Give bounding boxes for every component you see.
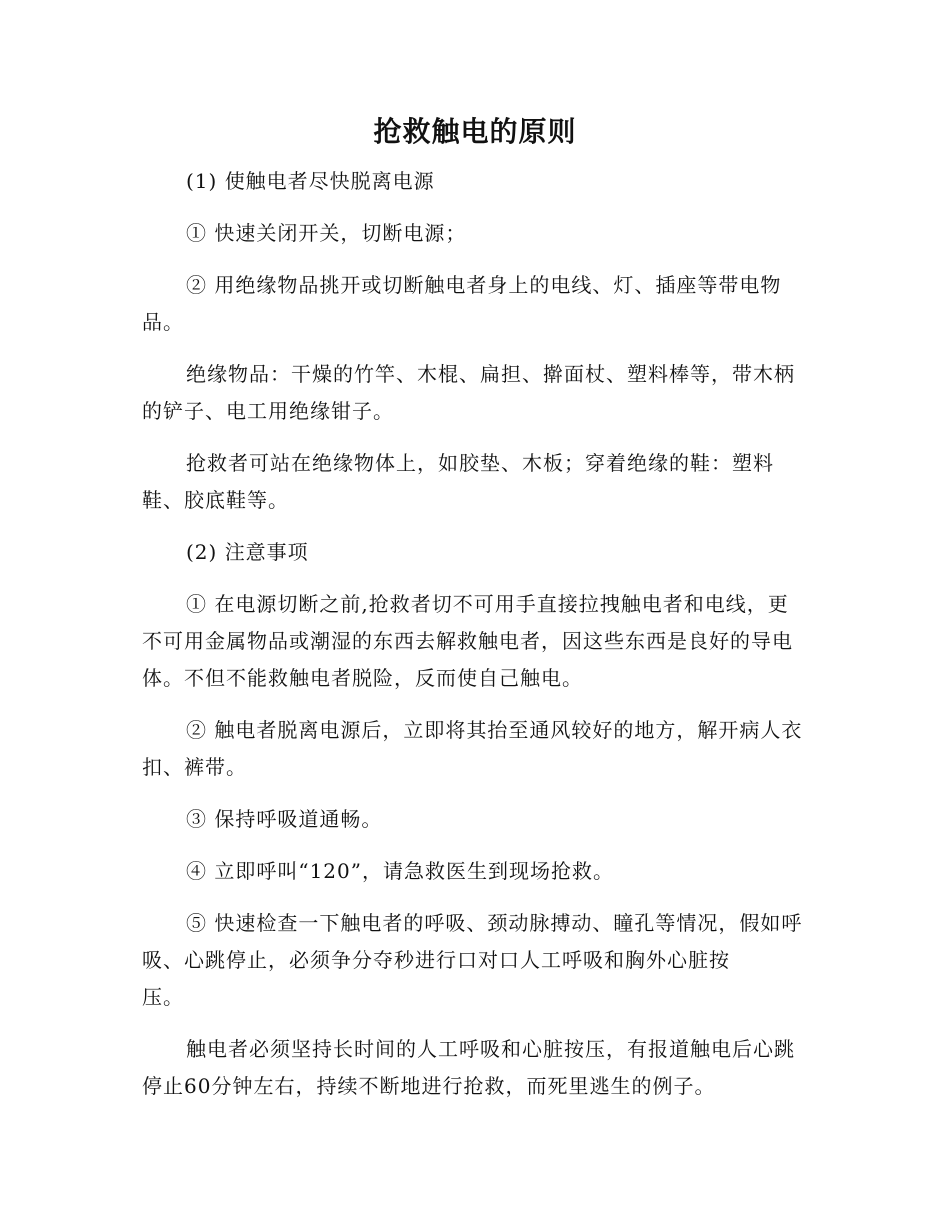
paragraph-rescuer-position: 抢救者可站在绝缘物体上，如胶垫、木板；穿着绝缘的鞋：塑料鞋、胶底鞋等。 bbox=[142, 451, 774, 512]
paragraph-caution-1: ① 在电源切断之前,抢救者切不可用手直接拉拽触电者和电线，更不可用金属物品或潮湿的东西去解救触电者，因这些东西是良好的导电体。不但不能救触电者脱险，反而使自己触电。 bbox=[142, 592, 793, 690]
paragraph-insulating-items: 绝缘物品：干燥的竹竿、木棍、扁担、擀面杖、塑料棒等，带木柄的铲子、电工用绝缘钳子。 bbox=[142, 362, 795, 423]
paragraph-step-1: ① 快速关闭开关，切断电源； bbox=[186, 221, 467, 245]
section-heading-2: (2) 注意事项 bbox=[186, 540, 309, 564]
document-body bbox=[142, 163, 807, 1120]
paragraph-caution-4: ④ 立即呼叫“120”，请急救医生到现场抢救。 bbox=[186, 859, 614, 883]
paragraph-step-2: ② 用绝缘物品挑开或切断触电者身上的电线、灯、插座等带电物品。 bbox=[142, 273, 782, 334]
paragraph-caution-5: ⑤ 快速检查一下触电者的呼吸、颈动脉搏动、瞳孔等情况，假如呼吸、心跳停止，必须争分夺秒进行口对口人工呼吸和胸外心脏按 压。 bbox=[142, 911, 803, 1009]
paragraph-conclusion: 触电者必须坚持长时间的人工呼吸和心脏按压，有报道触电后心跳停止60分钟左右，持续不断地进行抢救，而死里逃生的例子。 bbox=[142, 1037, 795, 1098]
paragraph-caution-3: ③ 保持呼吸道通畅。 bbox=[186, 807, 383, 831]
section-heading-1: (1) 使触电者尽快脱离电源 bbox=[186, 169, 435, 193]
document-title: 抢救触电的原则 bbox=[373, 115, 577, 148]
paragraph-caution-2: ② 触电者脱离电源后，立即将其抬至通风较好的地方，解开病人衣扣、裤带。 bbox=[142, 718, 803, 779]
